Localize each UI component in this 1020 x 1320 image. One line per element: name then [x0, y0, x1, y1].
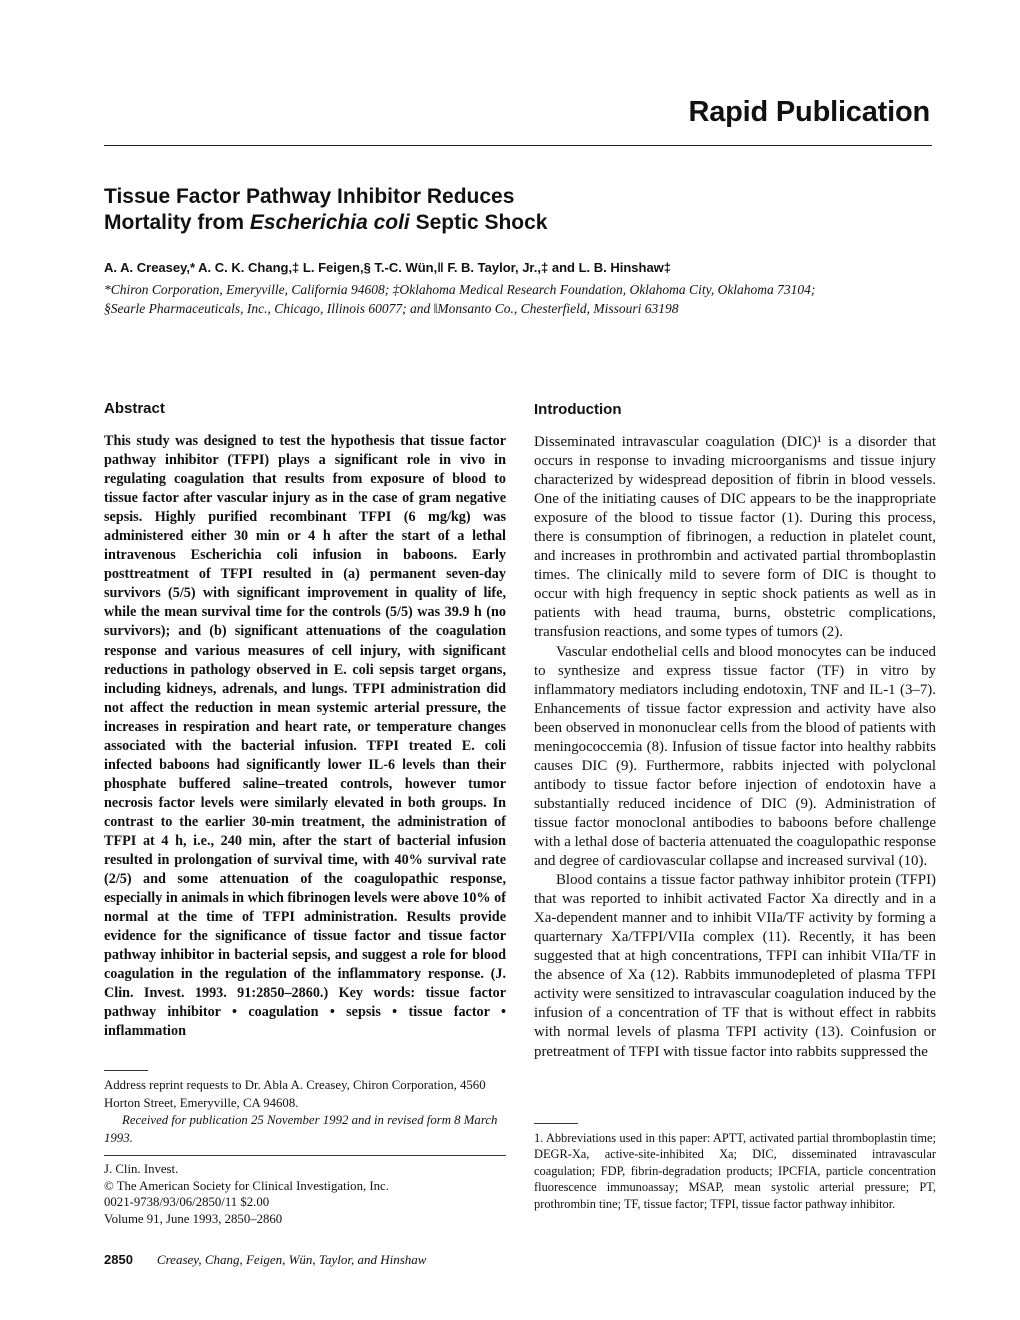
abstract-heading: Abstract: [104, 400, 165, 417]
affiliation-line-1: *Chiron Corporation, Emeryville, California 94608; ‡Oklahoma Medical Research Foundation, Oklahoma City, Oklahoma 73104;: [104, 282, 816, 297]
intro-paragraph-3: Blood contains a tissue factor pathway inhibitor protein (TFPI) that was reported to inhibit activated Factor Xa directly and in a Xa-dependent manner and to inhibit VIIa/TF activity by forming a quarternary Xa/TFPI/VIIa complex (11). Recently, it has been suggested that at high concentrations, TFPI can inhibit VIIa/TF in the absence of Xa (12). Rabbits immunodepleted of plasma TFPI activity were sensitized to intravascular coagulation induced by the infusion of a concentration of TF that is without effect in rabbits with normal levels of plasma TFPI activity (13). Coinfusion or pretreatment of TFPI with tissue factor into rabbits suppressed the: [534, 872, 936, 1060]
title-line-2: Mortality from Escherichia coli Septic Shock: [104, 211, 548, 234]
issn-line: 0021-9738/93/06/2850/11 $2.00: [104, 1195, 270, 1210]
running-authors: Creasey, Chang, Feigen, Wün, Taylor, and Hinshaw: [156, 1252, 427, 1267]
intro-paragraph-1: Disseminated intravascular coagulation (DIC)¹ is a disorder that occurs in response to invading microorganisms and tissue injury characterized by widespread deposition of fibrin in blood vessels. One of the initiating causes of DIC appears to be the inappropriate exposure of the blood to tissue factor (1). During this process, there is consumption of fibrinogen, a reduction in platelet count, and increases in prothrombin and activated partial thromboplastin times. The clinically mild to severe form of DIC is thought to occur with high frequency in septic shock patients as well as in patients with head trauma, burns, obstetric complications, transfusion reactions, and some types of tumors (2).: [534, 434, 936, 641]
footnote: 1. Abbreviations used in this paper: APTT, activated partial thromboplastin time; DEGR-Xa, active-site-inhibited Xa; DIC, disseminated intravascular coagulation; FDP, fibrin-degradation products; IPCFIA, particle concentration fluorescence immunoassay; MSAP, mean systolic arterial pressure; PT, prothrombin tine; TF, tissue factor; TFPI, tissue factor pathway inhibitor.: [534, 1131, 936, 1211]
journal-rule: [104, 1155, 506, 1156]
affiliations: [104, 280, 954, 318]
section-label: Rapid Publication: [688, 96, 930, 128]
intro-paragraph-2: Vascular endothelial cells and blood monocytes can be induced to synthesize and express tissue factor (TF) in vitro by inflammatory mediators including endotoxin, TNF and IL-1 (3–7). Enhancements of tissue factor expression and activity have also been observed in mononuclear cells from the blood of patients with meningococcemia (8). Infusion of tissue factor into healthy rabbits causes DIC (9). Furthermore, rabbits injected with polyclonal antibody to tissue factor before injection of endotoxin have a substantially reduced incidence of DIC (9). Administration of tissue factor monoclonal antibodies to baboons before challenge with a lethal dose of bacteria attenuated the coagulopathic response and degree of cardiovascular collapse and increased survival (10).: [534, 643, 936, 870]
affiliation-line-2: §Searle Pharmaceuticals, Inc., Chicago, Illinois 60077; and ‖Monsanto Co., Chesterfield, Missouri 63198: [104, 301, 679, 316]
header-rule: [104, 145, 932, 146]
abstract-text: This study was designed to test the hypothesis that tissue factor pathway inhibitor (TFPI) plays a significant role in vivo in regulating coagulation that results from exposure of blood to tissue factor after vascular injury as in the case of gram negative sepsis. Highly purified recombinant TFPI (6 mg/kg) was administered either 30 min or 4 h after the start of a lethal intravenous Escherichia coli infusion in baboons. Early posttreatment of TFPI resulted in (a) permanent seven-day survivors (5/5) with significant improvement in quality of life, while the mean survival time for the controls (5/5) was 39.9 h (no survivors); and (b) significant attenuations of the coagulation response and various measures of cell injury, with significant reductions in pathology observed in E. coli sepsis target organs, including kidneys, adrenals, and lungs. TFPI administration did not affect the reduction in mean systemic arterial pressure, the increases in respiration and heart rate, or temperature changes associated with the bacterial infusion. TFPI treated E. coli infected baboons had significantly lower IL-6 levels than their phosphate buffered saline–treated controls, however tumor necrosis factor levels were similarly elevated in both groups. In contrast to the earlier 30-min treatment, the administration of TFPI at 4 h, i.e., 240 min, after the start of bacterial infusion resulted in prolongation of survival time, with 40% survival rate (2/5) and some attenuation of the coagulopathic response, especially in animals in which fibrinogen levels were above 10% of normal at the time of TFPI administration. Results provide evidence for the significance of tissue factor and tissue factor pathway inhibitor in bacterial sepsis, and suggest a role for blood coagulation in the regulation of the inflammatory response. (J. Clin. Invest. 1993. 91:2850–2860.) Key words: tissue factor pathway inhibitor • coagulation • sepsis • tissue factor • inflammation: [104, 433, 506, 1040]
title-line-1: Tissue Factor Pathway Inhibitor Reduces: [104, 185, 515, 208]
volume-line: Volume 91, June 1993, 2850–2860: [104, 1211, 283, 1226]
reprint-info: [104, 1077, 506, 1147]
journal-name: J. Clin. Invest.: [104, 1162, 179, 1176]
copyright-line: © The American Society for Clinical Investigation, Inc.: [104, 1178, 389, 1193]
received-dates: Received for publication 25 November 1992 and in revised form 8 March 1993.: [104, 1113, 498, 1145]
reprint-address: Address reprint requests to Dr. Abla A. Creasey, Chiron Corporation, 4560 Horton Street, Emeryville, CA 94608.: [104, 1078, 486, 1110]
article-title: [104, 184, 724, 236]
page-footer: [104, 1252, 426, 1268]
author-list: A. A. Creasey,* A. C. K. Chang,‡ L. Feigen,§ T.-C. Wün,‖ F. B. Taylor, Jr.,‡ and L. B. Hinshaw‡: [104, 260, 672, 275]
footnote-rule: [534, 1123, 578, 1124]
introduction-heading: Introduction: [534, 401, 622, 418]
reprint-rule: [104, 1070, 148, 1071]
page-number: 2850: [104, 1252, 133, 1267]
journal-info: [104, 1161, 506, 1227]
introduction-text: [534, 433, 936, 1062]
